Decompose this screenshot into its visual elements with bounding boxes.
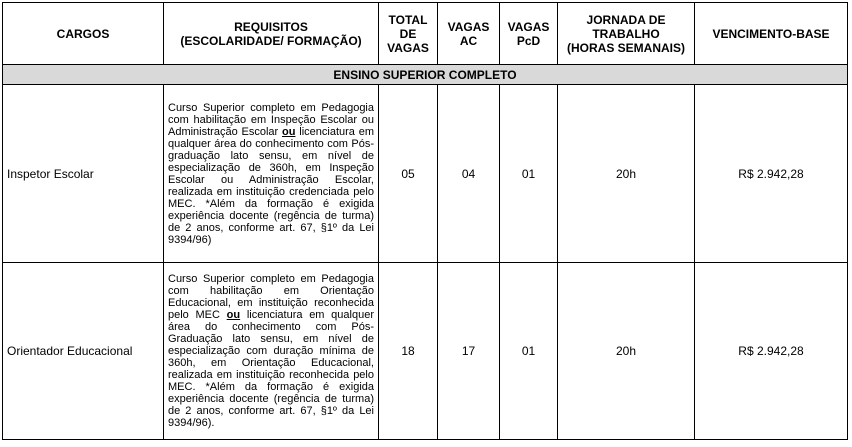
vencimento-cell: R$ 2.942,28 [695,85,848,263]
vagas-pcd-cell: 01 [500,85,558,263]
header-vencimento: VENCIMENTO-BASE [695,3,848,65]
cargo-cell: Orientador Educacional [3,263,164,440]
vagas-ac-cell: 17 [438,263,500,440]
vencimento-cell: R$ 2.942,28 [695,263,848,440]
cargo-cell: Inspetor Escolar [3,85,164,263]
requisitos-cell: Curso Superior completo em Pedagogia com habilitação em Inspeção Escolar ou Administração Escolar ou licenciatura em qualquer área do conhecimento com Pós-graduação lato sensu, em nível de especialização de 360h, em Inspeção Escolar ou Administração Escolar, realizada em instituição credenciada pelo MEC. *Além da formação é exigida experiência docente (regência de turma) de 2 anos, conforme art. 67, §1º da Lei 9394/96) [164,85,379,263]
header-vagas-pcd: VAGAS PcD [500,3,558,65]
section-row [3,65,848,85]
jornada-cell: 20h [558,263,695,440]
header-jornada: JORNADA DE TRABALHO (HORAS SEMANAIS) [558,3,695,65]
or-emphasis: ou [226,309,241,321]
or-emphasis: ou [282,125,296,138]
header-total-vagas: TOTAL DE VAGAS [379,3,438,65]
header-row [3,3,848,65]
requisitos-cell: Curso Superior completo em Pedagogia com habilitação em Orientação Educacional, em instituição reconhecida pelo MEC ou licenciatura em qualquer área do conhecimento com Pós-Graduação lato sensu, em nível de especialização com duração mínima de 360h, em Orientação Educacional, realizada em instituição reconhecida pelo MEC. *Além da formação é exigida experiência docente (regência de turma) de 2 anos, conforme art. 67, §1º da Lei 9394/96). [164,263,379,440]
vagas-ac-cell: 04 [438,85,500,263]
total-vagas-cell: 18 [379,263,438,440]
table-row [3,85,848,263]
total-vagas-cell: 05 [379,85,438,263]
vacancies-table [2,2,848,440]
section-title: ENSINO SUPERIOR COMPLETO [3,65,848,85]
jornada-cell: 20h [558,85,695,263]
header-cargos: CARGOS [3,3,164,65]
table-row [3,263,848,440]
header-requisitos: REQUISITOS (ESCOLARIDADE/ FORMAÇÃO) [164,3,379,65]
header-vagas-ac: VAGAS AC [438,3,500,65]
vagas-pcd-cell: 01 [500,263,558,440]
